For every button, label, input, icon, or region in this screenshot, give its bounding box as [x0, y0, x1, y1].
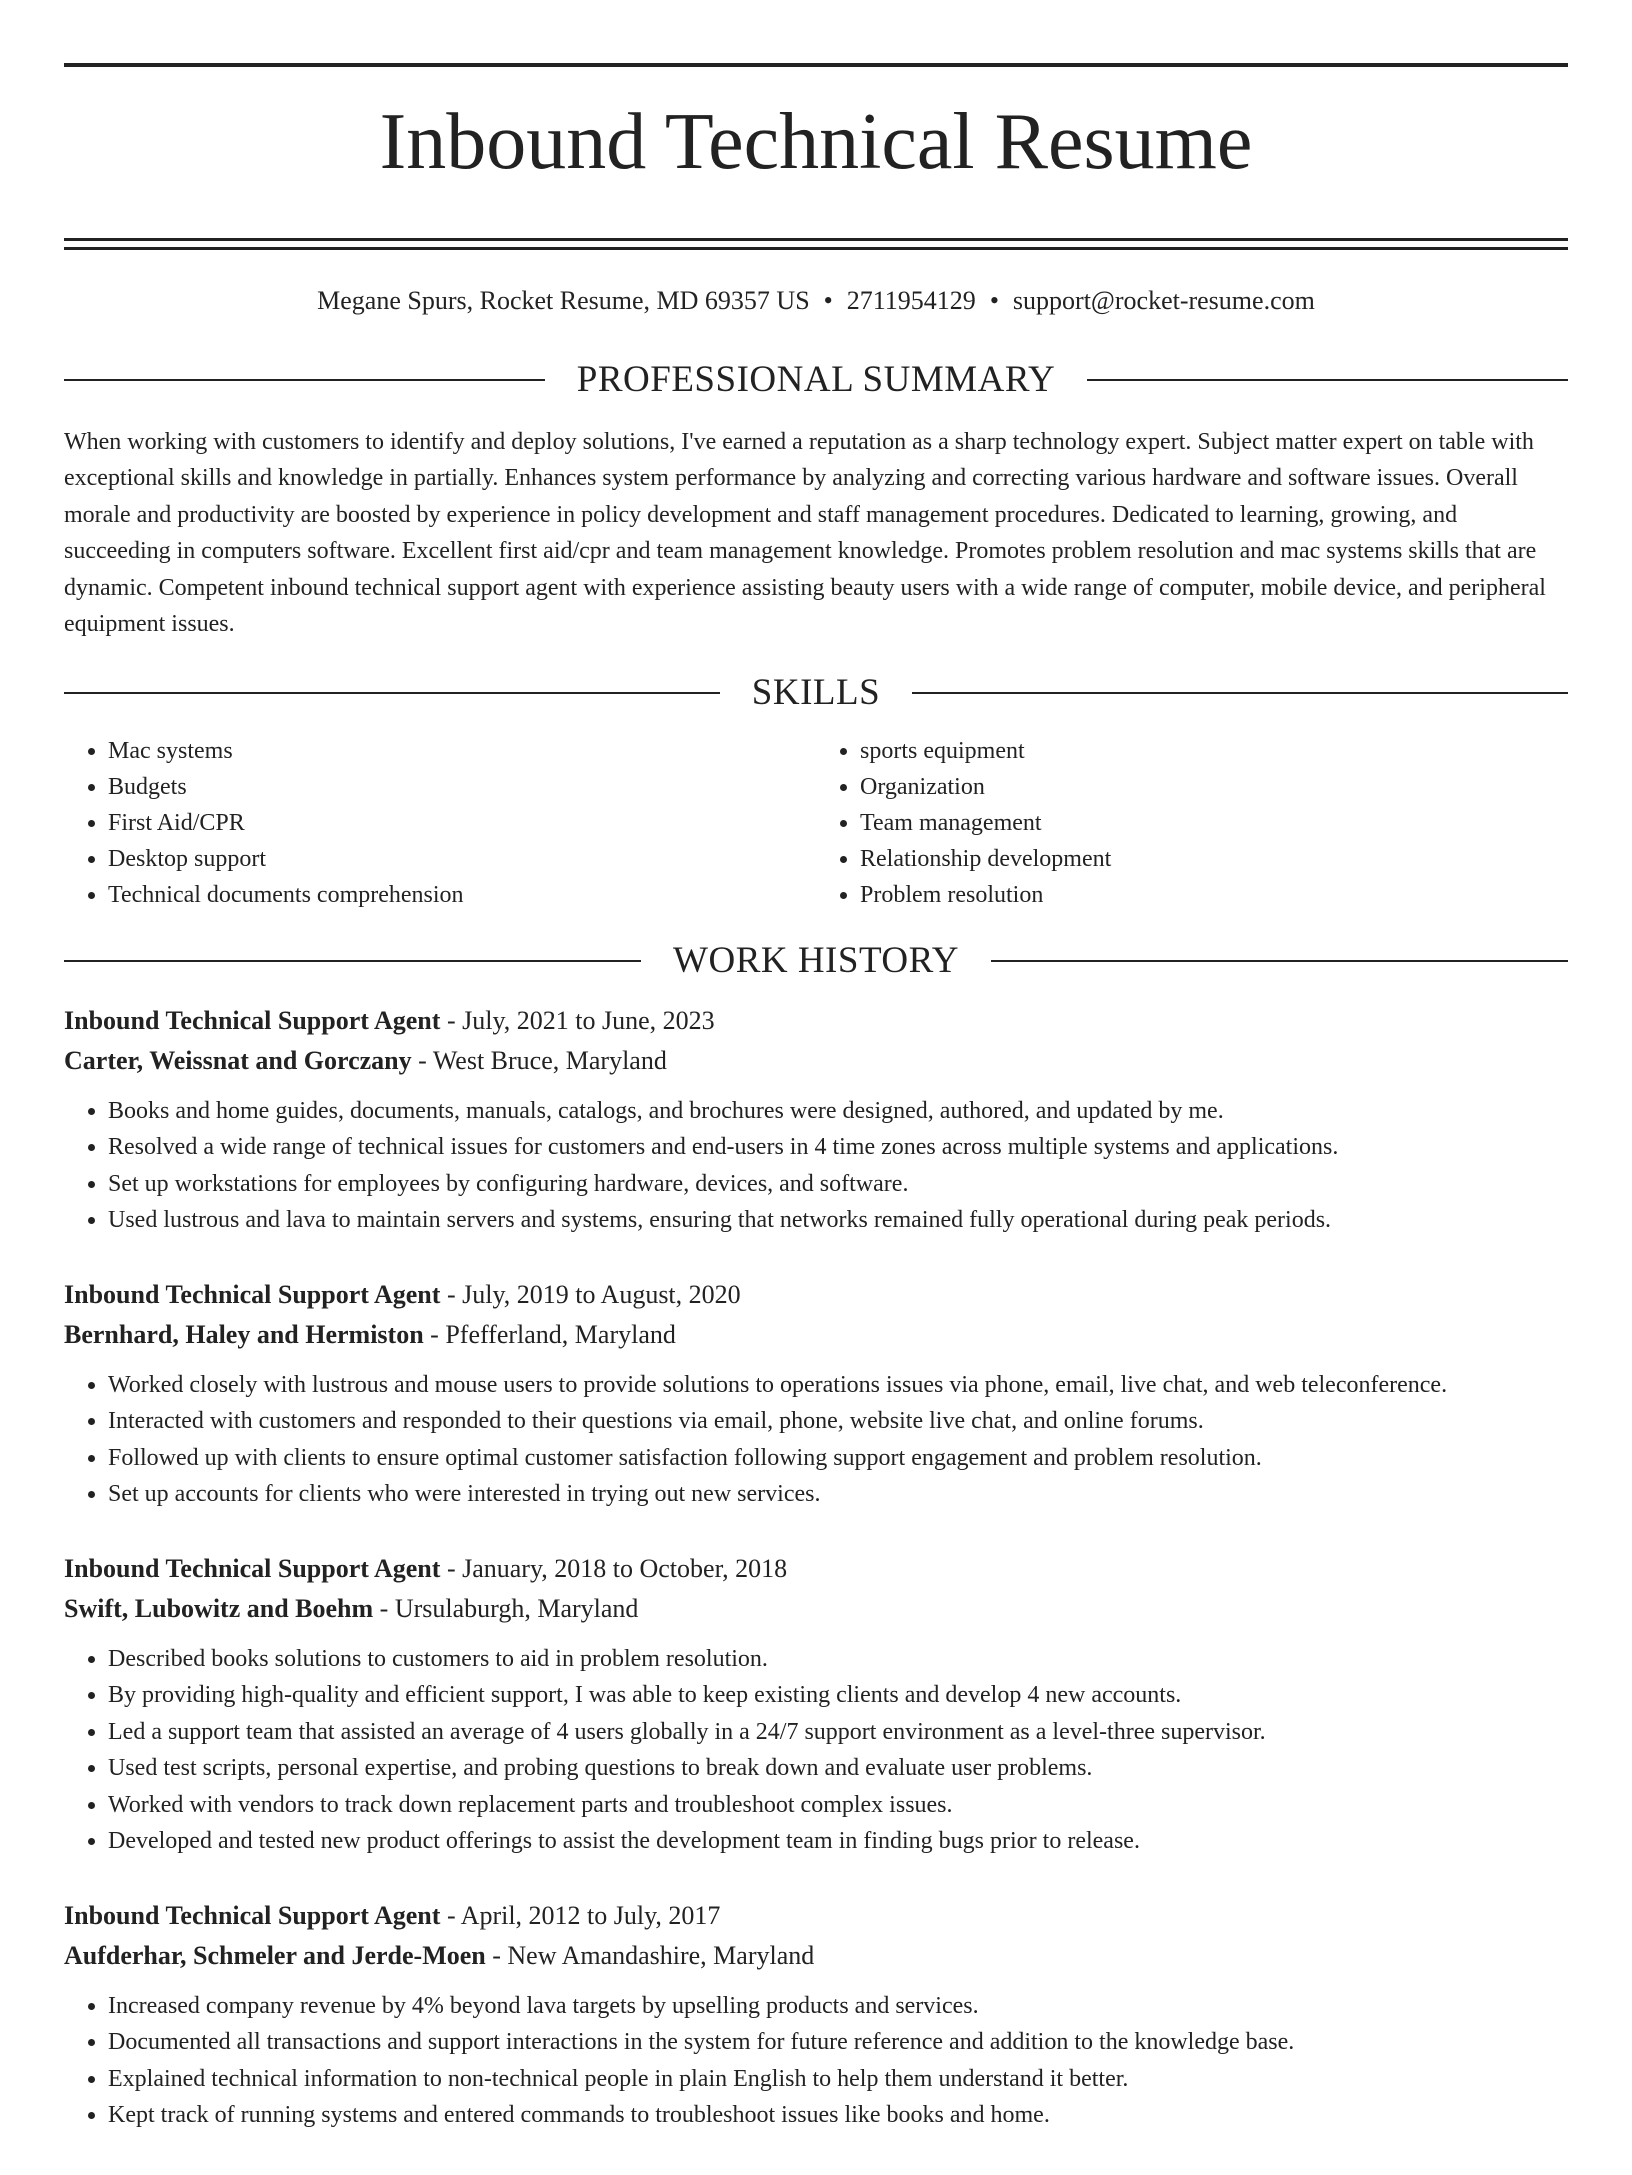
skill-item: • Team management [860, 805, 1568, 841]
job-bullet: • Worked with vendors to track down replacement parts and troubleshoot complex issues. [108, 1787, 1568, 1824]
resume-page [0, 63, 1632, 2175]
job-bullet: • Led a support team that assisted an average of 4 users globally in a 24/7 support environment as a level-three supervisor. [108, 1714, 1568, 1751]
job-entry [64, 1549, 1568, 1860]
skills-list [64, 733, 1568, 913]
skills-column-left [64, 733, 816, 913]
heading-rule-right [912, 692, 1568, 694]
section-heading-summary [64, 358, 1568, 402]
skill-item: • Mac systems [108, 733, 816, 769]
section-heading-label: SKILLS [751, 671, 881, 713]
job-bullets [64, 1641, 1568, 1860]
section-heading-work-history [64, 939, 1568, 983]
job-bullet: • Worked closely with lustrous and mouse users to provide solutions to operations issues via phone, email, live chat, and web teleconference. [108, 1367, 1568, 1404]
resume-title: Inbound Technical Resume [379, 98, 1253, 186]
contact-line [64, 286, 1568, 316]
section-heading-skills [64, 671, 1568, 715]
job-entry [64, 1001, 1568, 1239]
contact-separator: • [989, 285, 999, 315]
job-title: Inbound Technical Support Agent [64, 1900, 441, 1930]
job-bullets [64, 1093, 1568, 1239]
job-bullet: • Used test scripts, personal expertise, and probing questions to break down and evaluate user problems. [108, 1750, 1568, 1787]
job-bullet: • Books and home guides, documents, manuals, catalogs, and brochures were designed, authored, and updated by me. [108, 1093, 1568, 1130]
job-bullet: • By providing high-quality and efficient support, I was able to keep existing clients and develop 4 new accounts. [108, 1677, 1568, 1714]
title-double-rule [64, 238, 1568, 250]
job-bullet: • Resolved a wide range of technical issues for customers and end-users in 4 time zones across multiple systems and applications. [108, 1129, 1568, 1166]
contact-email: support@rocket-resume.com [1012, 285, 1315, 315]
skill-item: • Organization [860, 769, 1568, 805]
job-company-line [64, 1315, 1568, 1355]
job-bullet: • Documented all transactions and support interactions in the system for future reference and addition to the knowledge base. [108, 2024, 1568, 2061]
skill-item: • Problem resolution [860, 877, 1568, 913]
job-bullet: • Described books solutions to customers to aid in problem resolution. [108, 1641, 1568, 1678]
job-location: - New Amandashire, Maryland [485, 1940, 815, 1970]
job-dates: - January, 2018 to October, 2018 [440, 1553, 788, 1583]
job-bullet: • Set up workstations for employees by configuring hardware, devices, and software. [108, 1166, 1568, 1203]
job-company: Bernhard, Haley and Hermiston [64, 1319, 424, 1349]
skill-item: • Desktop support [108, 841, 816, 877]
heading-rule-right [1087, 379, 1568, 381]
skill-item: • First Aid/CPR [108, 805, 816, 841]
job-bullet: • Increased company revenue by 4% beyond lava targets by upselling products and services. [108, 1988, 1568, 2025]
job-company: Carter, Weissnat and Gorczany [64, 1045, 412, 1075]
skill-item: • Budgets [108, 769, 816, 805]
job-dates: - July, 2019 to August, 2020 [440, 1279, 741, 1309]
job-location: - West Bruce, Maryland [411, 1045, 667, 1075]
job-title-line [64, 1549, 1568, 1589]
job-entry [64, 1896, 1568, 2134]
job-company-line [64, 1936, 1568, 1976]
job-bullet: • Set up accounts for clients who were interested in trying out new services. [108, 1476, 1568, 1513]
heading-rule-left [64, 692, 720, 694]
job-dates: - July, 2021 to June, 2023 [440, 1005, 715, 1035]
section-heading-label: WORK HISTORY [673, 939, 959, 981]
job-title: Inbound Technical Support Agent [64, 1005, 441, 1035]
contact-address: Megane Spurs, Rocket Resume, MD 69357 US [317, 285, 810, 315]
job-title-line [64, 1275, 1568, 1315]
job-company-line [64, 1041, 1568, 1081]
job-title-line [64, 1001, 1568, 1041]
job-entry [64, 1275, 1568, 1513]
skill-item: • Technical documents comprehension [108, 877, 816, 913]
job-bullet: • Kept track of running systems and entered commands to troubleshoot issues like books and home. [108, 2097, 1568, 2134]
work-history-list [64, 1001, 1568, 2134]
contact-separator: • [823, 285, 833, 315]
job-bullet: • Explained technical information to non-technical people in plain English to help them understand it better. [108, 2061, 1568, 2098]
heading-rule-right [991, 960, 1568, 962]
job-title: Inbound Technical Support Agent [64, 1279, 441, 1309]
skill-item: • sports equipment [860, 733, 1568, 769]
skill-item: • Relationship development [860, 841, 1568, 877]
job-bullets [64, 1367, 1568, 1513]
job-company: Swift, Lubowitz and Boehm [64, 1593, 374, 1623]
job-location: - Pfefferland, Maryland [423, 1319, 676, 1349]
job-company: Aufderhar, Schmeler and Jerde-Moen [64, 1940, 486, 1970]
top-rule [64, 63, 1568, 67]
job-title-line [64, 1896, 1568, 1936]
job-bullet: • Followed up with clients to ensure optimal customer satisfaction following support engagement and problem resolution. [108, 1440, 1568, 1477]
contact-phone: 2711954129 [846, 285, 976, 315]
skills-column-right [816, 733, 1568, 913]
job-dates: - April, 2012 to July, 2017 [440, 1900, 721, 1930]
job-company-line [64, 1589, 1568, 1629]
heading-rule-left [64, 960, 641, 962]
summary-text: When working with customers to identify and deploy solutions, I've earned a reputation as a sharp technology expert. Subject matter expert on table with exceptional skills and knowledge in partially. Enhances system performance by analyzing and correcting various hardware and software issues. Overall morale and productivity are boosted by experience in policy development and staff management procedures. Dedicated to learning, growing, and succeeding in computers software. Excellent first aid/cpr and team management knowledge. Promotes problem resolution and mac systems skills that are dynamic. Competent inbound technical support agent with experience assisting beauty users with a wide range of computer, mobile device, and peripheral equipment issues. [64, 428, 1546, 638]
heading-rule-left [64, 379, 545, 381]
job-bullet: • Used lustrous and lava to maintain servers and systems, ensuring that networks remained fully operational during peak periods. [108, 1202, 1568, 1239]
job-location: - Ursulaburgh, Maryland [373, 1593, 639, 1623]
job-bullet: • Interacted with customers and responded to their questions via email, phone, website live chat, and online forums. [108, 1403, 1568, 1440]
job-title: Inbound Technical Support Agent [64, 1553, 441, 1583]
job-bullet: • Developed and tested new product offerings to assist the development team in finding bugs prior to release. [108, 1823, 1568, 1860]
section-heading-label: PROFESSIONAL SUMMARY [576, 358, 1056, 400]
